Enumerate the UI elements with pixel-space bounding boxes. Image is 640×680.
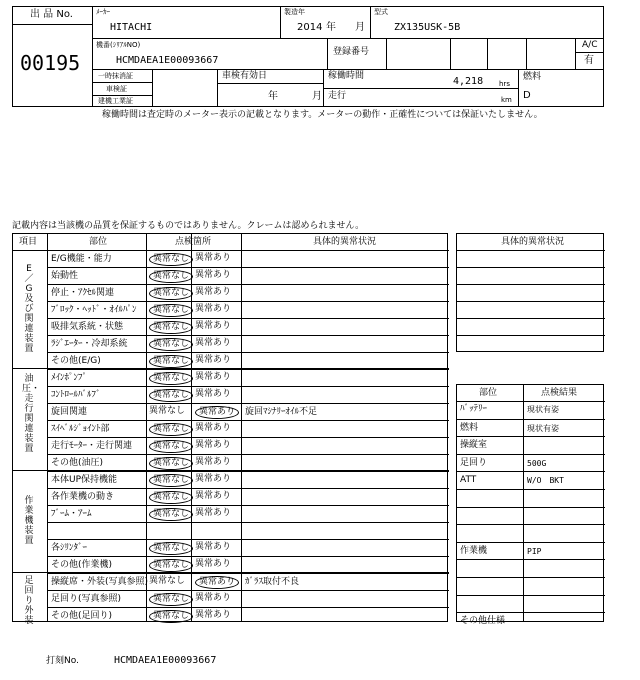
cert-temp-deregistration: 一時抹消証	[98, 72, 133, 80]
fuel-label: 燃料	[523, 72, 542, 82]
table-row	[47, 437, 449, 454]
header-check-point: 点検箇所	[175, 237, 212, 247]
table-row	[47, 386, 449, 403]
choice-abnormality: 異常あり	[195, 423, 232, 433]
choice-abnormality: 異常あり	[195, 372, 232, 382]
stamp-value: HCMDAEA1E00093667	[114, 655, 217, 666]
result-value: 現状有姿	[527, 405, 559, 414]
km-label: 走行	[328, 91, 347, 101]
choice-no-abnormality: 異常なし	[149, 270, 193, 283]
table-row	[47, 284, 449, 301]
result-header-part: 部位	[479, 388, 498, 398]
row-part: ﾒｲﾝﾎﾟﾝﾌﾟ	[51, 373, 88, 383]
choice-no-abnormality: 異常なし	[149, 508, 193, 521]
model-value: ZX135USK-5B	[394, 22, 461, 33]
choice-no-abnormality: 異常なし	[149, 491, 193, 504]
month-unit: 月	[355, 22, 365, 33]
row-part: ｽｲﾍﾞﾙｼﾞｮｲﾝﾄ部	[51, 424, 110, 434]
group-undercarriage-label: 足回り外装	[24, 576, 34, 626]
table-row	[47, 250, 449, 267]
row-part: E/G機能・能力	[51, 254, 112, 264]
table-row	[47, 539, 449, 556]
table-row	[47, 573, 449, 590]
choice-abnormality: 異常あり	[195, 355, 232, 365]
choice-no-abnormality: 異常なし	[149, 321, 193, 334]
table-row	[47, 522, 449, 539]
result-part: ﾊﾞｯﾃﾘｰ	[460, 404, 488, 414]
table-row	[47, 556, 449, 573]
side-detail-header: 具体的異常状況	[501, 237, 565, 247]
result-part: その他仕様	[460, 616, 506, 627]
meter-note: 稼働時間は査定時のメーター表示の記載となります。メーターの動作・正確性については保証いたしません。	[102, 110, 543, 120]
choice-no-abnormality: 異常なし	[149, 559, 193, 572]
header-part: 部位	[89, 237, 108, 247]
row-part: ｺﾝﾄﾛｰﾙﾊﾞﾙﾌﾞ	[51, 390, 101, 400]
result-part: 作業機	[460, 545, 488, 556]
registration-label: 登録番号	[333, 47, 370, 57]
result-value: W/O BKT	[527, 476, 564, 486]
choice-no-abnormality: 異常なし	[149, 389, 193, 402]
group-hydraulic-label: 油圧・走行関連装置	[22, 374, 41, 454]
item-no: 00195	[20, 51, 81, 75]
choice-abnormality: 異常あり	[195, 321, 232, 331]
result-row	[457, 524, 605, 542]
result-row	[457, 471, 605, 489]
result-row	[457, 507, 605, 525]
row-part: 停止・ｱｸｾﾙ関連	[51, 288, 115, 298]
year-value: 2014	[297, 22, 323, 33]
table-row	[47, 590, 449, 607]
choice-abnormality: 異常あり	[195, 559, 232, 569]
choice-abnormality: 異常あり	[195, 270, 232, 280]
hours-label: 稼働時間	[328, 71, 365, 81]
result-row	[457, 559, 605, 577]
choice-no-abnormality: 異常なし	[149, 304, 193, 317]
result-part: ATT	[460, 475, 477, 486]
cert-vehicle-inspection: 車検証	[106, 85, 127, 93]
table-row	[47, 335, 449, 352]
table-row	[47, 369, 449, 386]
km-unit: km	[501, 96, 512, 104]
table-row	[47, 352, 449, 369]
result-row	[457, 577, 605, 595]
stamp-label: 打刻No.	[46, 656, 79, 666]
table-row	[47, 301, 449, 318]
choice-abnormality: 異常あり	[195, 542, 232, 552]
result-row	[457, 401, 605, 419]
item-no-label: 出 品 No.	[30, 9, 73, 20]
choice-abnormality: 異常あり	[195, 389, 232, 399]
group-engine-label: E／G及び関連装置	[24, 264, 34, 354]
choice-abnormality: 異常あり	[195, 508, 232, 518]
choice-no-abnormality: 異常なし	[149, 440, 193, 453]
table-row	[47, 420, 449, 437]
hours-unit: hrs	[499, 80, 510, 88]
choice-no-abnormality: 異常なし	[149, 372, 193, 385]
choice-no-abnormality: 異常なし	[149, 423, 193, 436]
table-row	[47, 607, 449, 624]
inspection-month-unit: 月	[312, 91, 322, 102]
serial-label: 機番(ｼﾘｱﾙNO)	[96, 41, 141, 49]
table-row	[47, 505, 449, 522]
choice-abnormality: 異常あり	[195, 304, 232, 314]
row-part: その他(E/G)	[51, 356, 101, 366]
row-part: 吸排気系統・状態	[51, 322, 124, 332]
row-detail: ｶﾞﾗｽ取付不良	[245, 577, 300, 587]
choice-abnormality: 異常あり	[195, 338, 232, 348]
row-part: その他(足回り)	[51, 611, 113, 621]
row-part: 足回り(写真参照)	[51, 594, 122, 604]
header-detail: 具体的異常状況	[313, 237, 377, 247]
model-label: 型式	[374, 8, 388, 16]
row-part: ﾌﾞｰﾑ・ｱｰﾑ	[51, 509, 92, 519]
result-row	[457, 454, 605, 472]
choice-abnormality: 異常あり	[195, 406, 239, 419]
choice-no-abnormality: 異常なし	[149, 576, 186, 586]
row-part: その他(作業機)	[51, 560, 113, 570]
result-row	[457, 612, 605, 630]
maker-label: ﾒｰｶｰ	[96, 8, 110, 16]
row-part: 各ｼﾘﾝﾀﾞｰ	[51, 543, 88, 553]
result-part: 足回り	[460, 457, 488, 468]
year-label: 製造年	[284, 8, 305, 16]
table-row	[47, 318, 449, 335]
result-row	[457, 489, 605, 507]
inspection-table	[12, 233, 448, 626]
choice-no-abnormality: 異常なし	[149, 338, 193, 351]
choice-no-abnormality: 異常なし	[149, 610, 193, 623]
result-part: 操縦室	[460, 440, 488, 451]
cert-construction-machine: 建機工業証	[98, 97, 133, 105]
side-detail-table	[456, 233, 604, 352]
choice-abnormality: 異常あり	[195, 491, 232, 501]
choice-no-abnormality: 異常なし	[149, 457, 193, 470]
result-header-result: 点検結果	[541, 388, 578, 398]
result-value: PIP	[527, 546, 542, 556]
choice-abnormality: 異常あり	[195, 287, 232, 297]
inspection-year-unit: 年	[268, 91, 278, 102]
year-unit: 年	[326, 22, 336, 33]
result-value: 現状有姿	[527, 423, 559, 433]
choice-abnormality: 異常あり	[195, 474, 232, 484]
row-part: 旋回関連	[51, 407, 88, 417]
ac-value: 有	[584, 55, 594, 66]
choice-abnormality: 異常あり	[195, 593, 232, 603]
choice-abnormality: 異常あり	[195, 576, 239, 589]
table-row	[47, 403, 449, 420]
choice-no-abnormality: 異常なし	[149, 406, 186, 416]
row-part: ﾌﾞﾛｯｸ・ﾍｯﾄﾞ・ｵｲﾙﾊﾟﾝ	[51, 305, 137, 315]
choice-no-abnormality: 異常なし	[149, 593, 193, 606]
table-row	[47, 267, 449, 284]
choice-abnormality: 異常あり	[195, 610, 232, 620]
fuel-value: D	[523, 90, 531, 101]
disclaimer: 記載内容は当該機の品質を保証するものではありません。クレームは認められません。	[12, 221, 365, 231]
row-part: 始動性	[51, 271, 79, 281]
row-part: 操縦席・外装(写真参照)	[51, 577, 149, 587]
choice-no-abnormality: 異常なし	[149, 355, 193, 368]
ac-label: A/C	[582, 40, 598, 50]
row-part: 各作業機の動き	[51, 492, 115, 502]
hours-value: 4,218	[453, 76, 484, 87]
serial-value: HCMDAEA1E00093667	[116, 55, 219, 66]
row-part: その他(油圧)	[51, 458, 104, 468]
row-part: 走行ﾓｰﾀｰ・走行関連	[51, 441, 133, 451]
result-table	[456, 384, 604, 627]
choice-no-abnormality: 異常なし	[149, 253, 193, 266]
row-part: 本体UP保持機能	[51, 475, 118, 485]
choice-abnormality: 異常あり	[195, 440, 232, 450]
table-row	[47, 488, 449, 505]
result-part: 燃料	[460, 422, 479, 433]
choice-abnormality: 異常あり	[195, 253, 232, 263]
choice-no-abnormality: 異常なし	[149, 287, 193, 300]
result-value: 500G	[527, 458, 547, 468]
result-row	[457, 436, 605, 454]
result-row	[457, 419, 605, 437]
table-row	[47, 471, 449, 488]
choice-no-abnormality: 異常なし	[149, 474, 193, 487]
maker-value: HITACHI	[110, 22, 153, 33]
result-row	[457, 595, 605, 613]
row-part: ﾗｼﾞｴｰﾀｰ・冷却系統	[51, 339, 128, 349]
table-row	[47, 454, 449, 471]
inspection-valid-label: 車検有効日	[222, 71, 268, 81]
choice-no-abnormality: 異常なし	[149, 542, 193, 555]
choice-abnormality: 異常あり	[195, 457, 232, 467]
row-detail: 旋回ﾏｼﾅﾘｰｵｲﾙ不足	[245, 407, 318, 417]
header-item: 項目	[19, 237, 38, 247]
group-work-equipment-label: 作業機装置	[24, 496, 34, 546]
result-row	[457, 542, 605, 560]
